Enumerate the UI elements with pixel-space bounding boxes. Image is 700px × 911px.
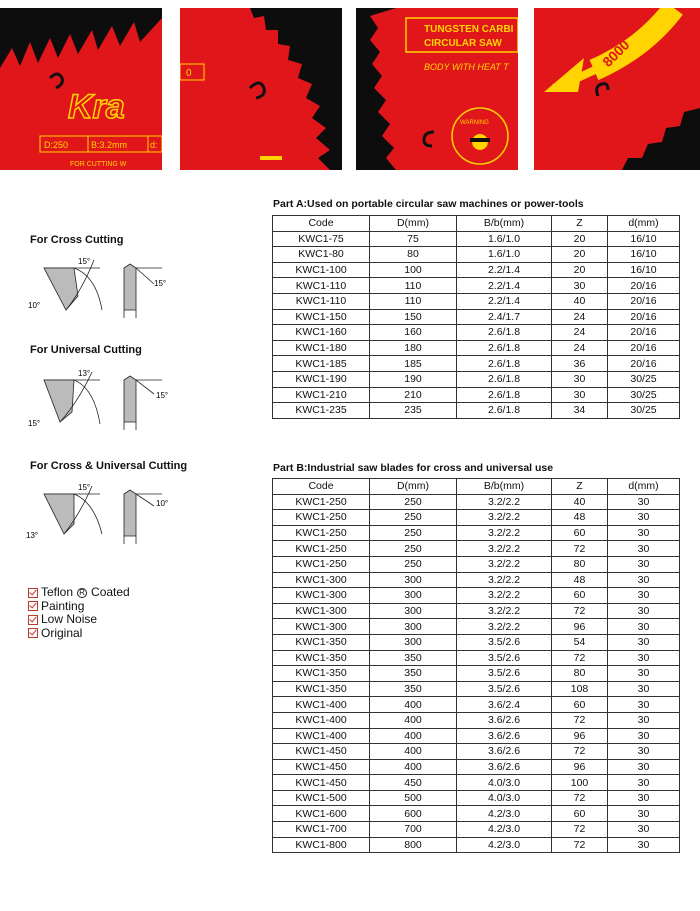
cell-code: KWC1-300	[273, 588, 370, 604]
cell-kerf: 4.0/3.0	[457, 775, 552, 791]
cell-bore: 30	[608, 619, 680, 635]
table-row	[273, 712, 680, 728]
cell-diameter: 190	[370, 371, 457, 387]
check-icon	[28, 615, 38, 625]
cell-bore: 30	[608, 837, 680, 853]
cell-code: KWC1-300	[273, 572, 370, 588]
cell-bore: 16/10	[608, 262, 680, 278]
cell-diameter: 400	[370, 712, 457, 728]
cell-kerf: 2.6/1.8	[457, 387, 552, 403]
cell-kerf: 3.2/2.2	[457, 556, 552, 572]
diagram-title-cross-universal: For Cross & Universal Cutting	[30, 460, 188, 472]
cell-kerf: 1.6/1.0	[457, 247, 552, 263]
cell-kerf: 2.4/1.7	[457, 309, 552, 325]
cell-bore: 30	[608, 744, 680, 760]
cell-bore: 30	[608, 697, 680, 713]
cell-kerf: 3.2/2.2	[457, 510, 552, 526]
cell-diameter: 400	[370, 744, 457, 760]
cell-diameter: 300	[370, 603, 457, 619]
cell-teeth: 24	[552, 325, 608, 341]
cell-diameter: 300	[370, 572, 457, 588]
cell-teeth: 30	[552, 278, 608, 294]
cell-bore: 20/16	[608, 340, 680, 356]
cell-diameter: 250	[370, 525, 457, 541]
cell-bore: 30	[608, 494, 680, 510]
table-header-row	[273, 216, 680, 232]
cell-teeth: 40	[552, 494, 608, 510]
check-icon	[28, 588, 38, 598]
cell-diameter: 75	[370, 231, 457, 247]
cell-diameter: 250	[370, 541, 457, 557]
cell-kerf: 2.6/1.8	[457, 356, 552, 372]
table-row	[273, 510, 680, 526]
cell-code: KWC1-160	[273, 325, 370, 341]
cell-bore: 20/16	[608, 356, 680, 372]
cell-kerf: 3.2/2.2	[457, 525, 552, 541]
cell-code: KWC1-400	[273, 712, 370, 728]
cell-code: KWC1-400	[273, 697, 370, 713]
cell-teeth: 72	[552, 822, 608, 838]
cell-kerf: 3.2/2.2	[457, 541, 552, 557]
cell-code: KWC1-450	[273, 744, 370, 760]
cell-bore: 30	[608, 790, 680, 806]
cell-diameter: 400	[370, 728, 457, 744]
svg-text:15°: 15°	[78, 257, 91, 266]
cell-kerf: 3.5/2.6	[457, 634, 552, 650]
table-row	[273, 806, 680, 822]
table-row	[273, 371, 680, 387]
part-b-table	[272, 478, 680, 853]
feature-low-noise: Low Noise	[28, 613, 130, 627]
check-icon	[28, 628, 38, 638]
cell-teeth: 20	[552, 262, 608, 278]
cell-teeth: 60	[552, 525, 608, 541]
cell-bore: 30	[608, 712, 680, 728]
cell-kerf: 2.2/1.4	[457, 262, 552, 278]
cell-teeth: 60	[552, 697, 608, 713]
blade-photo-speed	[534, 8, 700, 170]
cell-bore: 20/16	[608, 278, 680, 294]
header-diameter: D(mm)	[370, 479, 457, 495]
feature-original: Original	[28, 627, 130, 641]
table-row	[273, 697, 680, 713]
part-a-title: Part A:Used on portable circular saw machines or power-tools	[273, 198, 584, 210]
cell-teeth: 20	[552, 247, 608, 263]
part-b-title: Part B:Industrial saw blades for cross and universal use	[273, 462, 554, 474]
blade-photo-edge	[180, 8, 342, 170]
cell-diameter: 250	[370, 556, 457, 572]
cell-code: KWC1-100	[273, 262, 370, 278]
speed-rpm: 8000	[599, 36, 633, 70]
cell-kerf: 3.5/2.6	[457, 666, 552, 682]
svg-text:13°: 13°	[26, 531, 39, 540]
cell-kerf: 3.6/2.6	[457, 728, 552, 744]
dim-diameter: D:250	[44, 140, 69, 150]
svg-text:10°: 10°	[28, 301, 41, 310]
cell-code: KWC1-250	[273, 525, 370, 541]
table-row	[273, 231, 680, 247]
cell-diameter: 300	[370, 619, 457, 635]
cell-code: KWC1-300	[273, 619, 370, 635]
cell-diameter: 700	[370, 822, 457, 838]
cell-kerf: 2.2/1.4	[457, 293, 552, 309]
cell-diameter: 500	[370, 790, 457, 806]
cell-bore: 30	[608, 588, 680, 604]
cell-teeth: 96	[552, 619, 608, 635]
cell-teeth: 72	[552, 790, 608, 806]
table-row	[273, 790, 680, 806]
feature-painting: Painting	[28, 600, 130, 614]
cell-kerf: 4.2/3.0	[457, 837, 552, 853]
feature-teflon: Teflon R Coated	[28, 586, 130, 600]
label-circular: CIRCULAR SAW	[424, 38, 502, 49]
cell-diameter: 80	[370, 247, 457, 263]
cell-bore: 30	[608, 822, 680, 838]
diagram-title-universal: For Universal Cutting	[30, 344, 142, 356]
table-row	[273, 728, 680, 744]
cell-teeth: 60	[552, 806, 608, 822]
cell-kerf: 3.5/2.6	[457, 681, 552, 697]
cell-teeth: 72	[552, 603, 608, 619]
cell-diameter: 400	[370, 759, 457, 775]
cell-teeth: 48	[552, 510, 608, 526]
blade-photo-brand	[0, 8, 162, 170]
cell-kerf: 2.6/1.8	[457, 403, 552, 419]
cell-diameter: 150	[370, 309, 457, 325]
table-row	[273, 278, 680, 294]
cell-diameter: 300	[370, 634, 457, 650]
cell-code: KWC1-185	[273, 356, 370, 372]
cell-teeth: 60	[552, 588, 608, 604]
table-row	[273, 309, 680, 325]
header-kerf: B/b(mm)	[457, 479, 552, 495]
cell-teeth: 72	[552, 541, 608, 557]
cell-bore: 30	[608, 759, 680, 775]
cell-kerf: 4.2/3.0	[457, 822, 552, 838]
table-row	[273, 541, 680, 557]
table-row	[273, 556, 680, 572]
cell-kerf: 3.2/2.2	[457, 588, 552, 604]
cell-teeth: 80	[552, 556, 608, 572]
cell-code: KWC1-110	[273, 293, 370, 309]
diagram-title-cross: For Cross Cutting	[30, 234, 124, 246]
cell-code: KWC1-600	[273, 806, 370, 822]
warning-label: WARNING	[460, 120, 489, 126]
cell-teeth: 54	[552, 634, 608, 650]
cell-kerf: 3.5/2.6	[457, 650, 552, 666]
table-row	[273, 775, 680, 791]
table-row	[273, 572, 680, 588]
cell-teeth: 72	[552, 837, 608, 853]
table-row	[273, 293, 680, 309]
header-code: Code	[273, 216, 370, 232]
cell-bore: 30	[608, 541, 680, 557]
table-row	[273, 822, 680, 838]
cell-kerf: 3.6/2.6	[457, 759, 552, 775]
header-kerf: B/b(mm)	[457, 216, 552, 232]
cell-bore: 20/16	[608, 309, 680, 325]
cell-kerf: 2.6/1.8	[457, 371, 552, 387]
cell-bore: 20/16	[608, 293, 680, 309]
cell-code: KWC1-700	[273, 822, 370, 838]
label-tungsten: TUNGSTEN CARBI	[424, 24, 514, 35]
dim-bore: d:	[150, 140, 158, 150]
svg-text:15°: 15°	[154, 279, 167, 288]
table-row	[273, 325, 680, 341]
cell-teeth: 34	[552, 403, 608, 419]
cell-kerf: 1.6/1.0	[457, 231, 552, 247]
check-icon	[28, 601, 38, 611]
cell-diameter: 110	[370, 293, 457, 309]
table-row	[273, 666, 680, 682]
cell-code: KWC1-350	[273, 681, 370, 697]
cell-kerf: 3.6/2.4	[457, 697, 552, 713]
cell-teeth: 72	[552, 650, 608, 666]
cell-diameter: 450	[370, 775, 457, 791]
cell-code: KWC1-250	[273, 510, 370, 526]
cell-bore: 30/25	[608, 387, 680, 403]
cell-teeth: 96	[552, 759, 608, 775]
cell-bore: 30/25	[608, 371, 680, 387]
feature-list	[28, 586, 130, 640]
table-row	[273, 837, 680, 853]
cell-code: KWC1-250	[273, 556, 370, 572]
table-row	[273, 403, 680, 419]
cell-bore: 30	[608, 775, 680, 791]
table-row	[273, 525, 680, 541]
cell-code: KWC1-250	[273, 494, 370, 510]
cell-bore: 30	[608, 728, 680, 744]
cell-diameter: 210	[370, 387, 457, 403]
cell-kerf: 3.2/2.2	[457, 572, 552, 588]
brand-text: Kra	[68, 88, 125, 126]
header-bore: d(mm)	[608, 479, 680, 495]
cell-diameter: 350	[370, 650, 457, 666]
table-row	[273, 650, 680, 666]
cell-diameter: 350	[370, 681, 457, 697]
cell-teeth: 20	[552, 231, 608, 247]
cell-code: KWC1-80	[273, 247, 370, 263]
table-row	[273, 247, 680, 263]
cell-diameter: 800	[370, 837, 457, 853]
header-teeth: Z	[552, 479, 608, 495]
table-row	[273, 619, 680, 635]
cell-kerf: 4.2/3.0	[457, 806, 552, 822]
cell-bore: 30/25	[608, 403, 680, 419]
cell-bore: 30	[608, 650, 680, 666]
cell-code: KWC1-500	[273, 790, 370, 806]
cell-code: KWC1-210	[273, 387, 370, 403]
cell-code: KWC1-75	[273, 231, 370, 247]
dim-partial: 0	[186, 68, 192, 79]
header-bore: d(mm)	[608, 216, 680, 232]
cell-teeth: 24	[552, 309, 608, 325]
tooth-diagram-cross-universal	[22, 476, 192, 546]
cell-bore: 16/10	[608, 231, 680, 247]
cell-code: KWC1-350	[273, 650, 370, 666]
cell-diameter: 250	[370, 510, 457, 526]
cell-teeth: 30	[552, 371, 608, 387]
cell-diameter: 350	[370, 666, 457, 682]
cell-teeth: 36	[552, 356, 608, 372]
cell-code: KWC1-450	[273, 775, 370, 791]
cell-bore: 30	[608, 510, 680, 526]
cell-teeth: 24	[552, 340, 608, 356]
svg-text:15°: 15°	[28, 419, 41, 428]
cell-bore: 30	[608, 556, 680, 572]
cell-bore: 30	[608, 666, 680, 682]
svg-text:13°: 13°	[78, 369, 91, 378]
cell-diameter: 250	[370, 494, 457, 510]
cell-kerf: 3.6/2.6	[457, 712, 552, 728]
table-row	[273, 681, 680, 697]
header-diameter: D(mm)	[370, 216, 457, 232]
cell-code: KWC1-800	[273, 837, 370, 853]
cell-code: KWC1-250	[273, 541, 370, 557]
table-row	[273, 744, 680, 760]
cell-diameter: 100	[370, 262, 457, 278]
cell-kerf: 2.6/1.8	[457, 340, 552, 356]
cell-code: KWC1-110	[273, 278, 370, 294]
dim-kerf: B:3.2mm	[91, 140, 128, 150]
cell-bore: 30	[608, 681, 680, 697]
cell-diameter: 160	[370, 325, 457, 341]
cell-bore: 30	[608, 525, 680, 541]
table-row	[273, 387, 680, 403]
cell-bore: 30	[608, 806, 680, 822]
cell-code: KWC1-300	[273, 603, 370, 619]
tooth-diagram-universal	[22, 362, 192, 432]
cell-code: KWC1-180	[273, 340, 370, 356]
table-row	[273, 262, 680, 278]
cutting-caption: FOR CUTTING W	[70, 161, 127, 168]
cell-diameter: 180	[370, 340, 457, 356]
table-header-row	[273, 479, 680, 495]
cell-teeth: 80	[552, 666, 608, 682]
svg-text:10°: 10°	[156, 499, 169, 508]
header-code: Code	[273, 479, 370, 495]
cell-code: KWC1-450	[273, 759, 370, 775]
cell-bore: 16/10	[608, 247, 680, 263]
tooth-diagram-cross	[22, 250, 192, 320]
cell-code: KWC1-235	[273, 403, 370, 419]
table-row	[273, 603, 680, 619]
part-a-table	[272, 215, 680, 419]
cell-teeth: 72	[552, 712, 608, 728]
table-row	[273, 634, 680, 650]
cell-teeth: 48	[552, 572, 608, 588]
cell-kerf: 2.2/1.4	[457, 278, 552, 294]
product-photo-strip	[0, 0, 700, 180]
cell-code: KWC1-190	[273, 371, 370, 387]
cell-diameter: 185	[370, 356, 457, 372]
cell-diameter: 110	[370, 278, 457, 294]
cell-kerf: 3.2/2.2	[457, 619, 552, 635]
cell-teeth: 100	[552, 775, 608, 791]
cell-teeth: 108	[552, 681, 608, 697]
cell-code: KWC1-350	[273, 666, 370, 682]
table-row	[273, 356, 680, 372]
blade-photo-warning	[356, 8, 518, 170]
cell-teeth: 30	[552, 387, 608, 403]
cell-code: KWC1-350	[273, 634, 370, 650]
svg-text:15°: 15°	[78, 483, 91, 492]
table-row	[273, 759, 680, 775]
cell-diameter: 400	[370, 697, 457, 713]
cell-kerf: 3.2/2.2	[457, 494, 552, 510]
cell-code: KWC1-150	[273, 309, 370, 325]
svg-text:15°: 15°	[156, 391, 169, 400]
cell-bore: 30	[608, 603, 680, 619]
table-row	[273, 494, 680, 510]
cell-code: KWC1-400	[273, 728, 370, 744]
registered-mark: R	[77, 588, 87, 598]
cell-kerf: 3.6/2.6	[457, 744, 552, 760]
cell-diameter: 235	[370, 403, 457, 419]
cell-bore: 30	[608, 634, 680, 650]
cell-diameter: 600	[370, 806, 457, 822]
cell-bore: 30	[608, 572, 680, 588]
table-row	[273, 588, 680, 604]
table-row	[273, 340, 680, 356]
header-teeth: Z	[552, 216, 608, 232]
cell-bore: 20/16	[608, 325, 680, 341]
cell-kerf: 4.0/3.0	[457, 790, 552, 806]
cell-teeth: 96	[552, 728, 608, 744]
label-body: BODY WITH HEAT T	[424, 62, 509, 72]
cell-teeth: 40	[552, 293, 608, 309]
cell-diameter: 300	[370, 588, 457, 604]
cell-kerf: 3.2/2.2	[457, 603, 552, 619]
cell-teeth: 72	[552, 744, 608, 760]
cell-kerf: 2.6/1.8	[457, 325, 552, 341]
